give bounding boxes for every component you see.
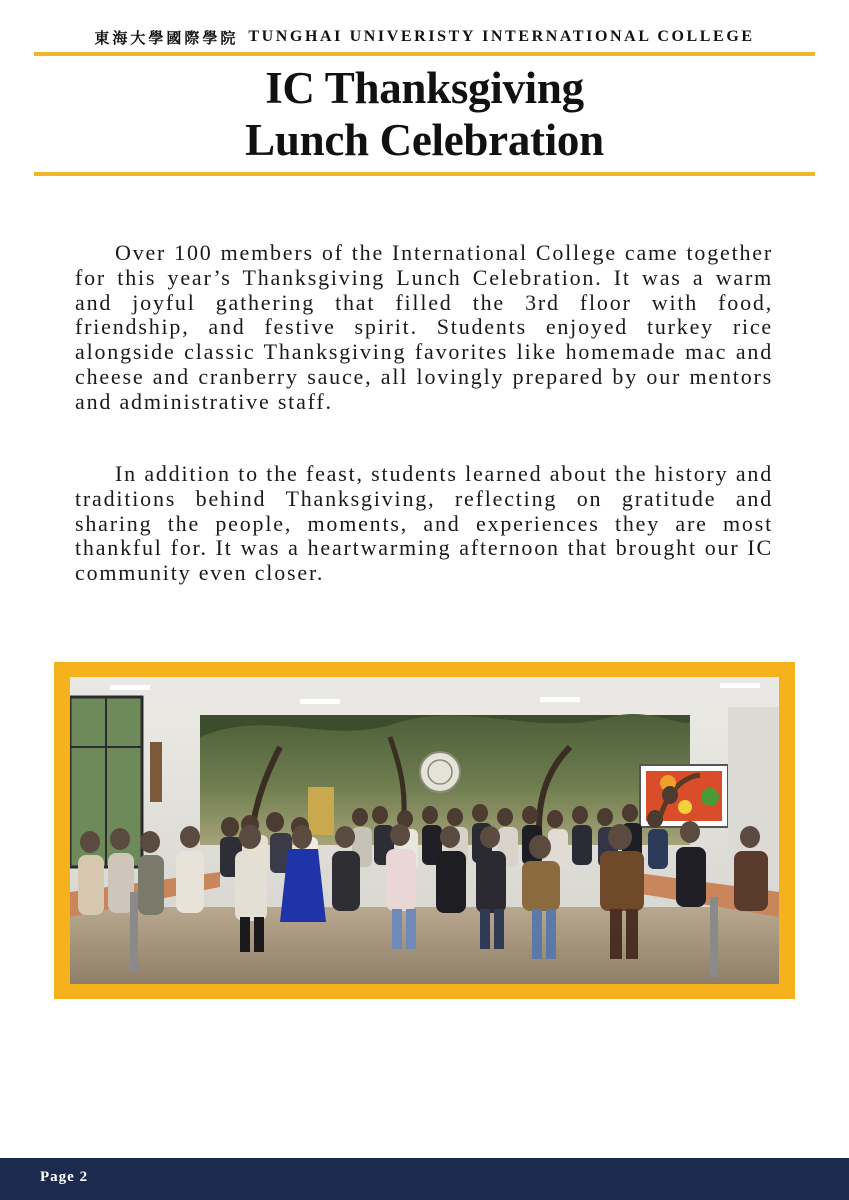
photo-frame — [54, 662, 795, 999]
page-footer — [0, 1158, 849, 1200]
paragraph-text: In addition to the feast, students learned about the history and traditions behind Thanksgiving, reflecting on gratitude and sharing the people, moments, and experiences they are most thankful for. It was a heartwarming afternoon that brought our IC community even closer. — [75, 461, 773, 586]
college-header — [34, 22, 815, 52]
article-paragraph-1 — [75, 241, 773, 415]
college-english-name: TUNGHAI UNIVERISTY INTERNATIONAL COLLEGE — [248, 28, 755, 45]
article-paragraph-2 — [75, 462, 773, 586]
title-divider — [34, 172, 815, 176]
page-title — [34, 62, 815, 166]
college-chinese-name: 東海大學國際學院 — [94, 28, 239, 47]
title-line-2: Lunch Celebration — [245, 115, 604, 165]
group-photo-illustration — [70, 677, 779, 984]
title-line-1: IC Thanksgiving — [265, 63, 584, 113]
group-photo — [70, 677, 779, 984]
paragraph-text: Over 100 members of the International College came together for this year’s Thanksgiving Lunch Celebration. It was a warm and joyful gathering that filled the 3rd floor with food, friendship, and festive spirit. Students enjoyed turkey rice alongside classic Thanksgiving favorites like homemade mac and cheese and cranberry sauce, all lovingly prepared by our mentors and administrative staff. — [75, 240, 773, 414]
header-divider — [34, 52, 815, 56]
page-number: Page 2 — [40, 1169, 89, 1185]
